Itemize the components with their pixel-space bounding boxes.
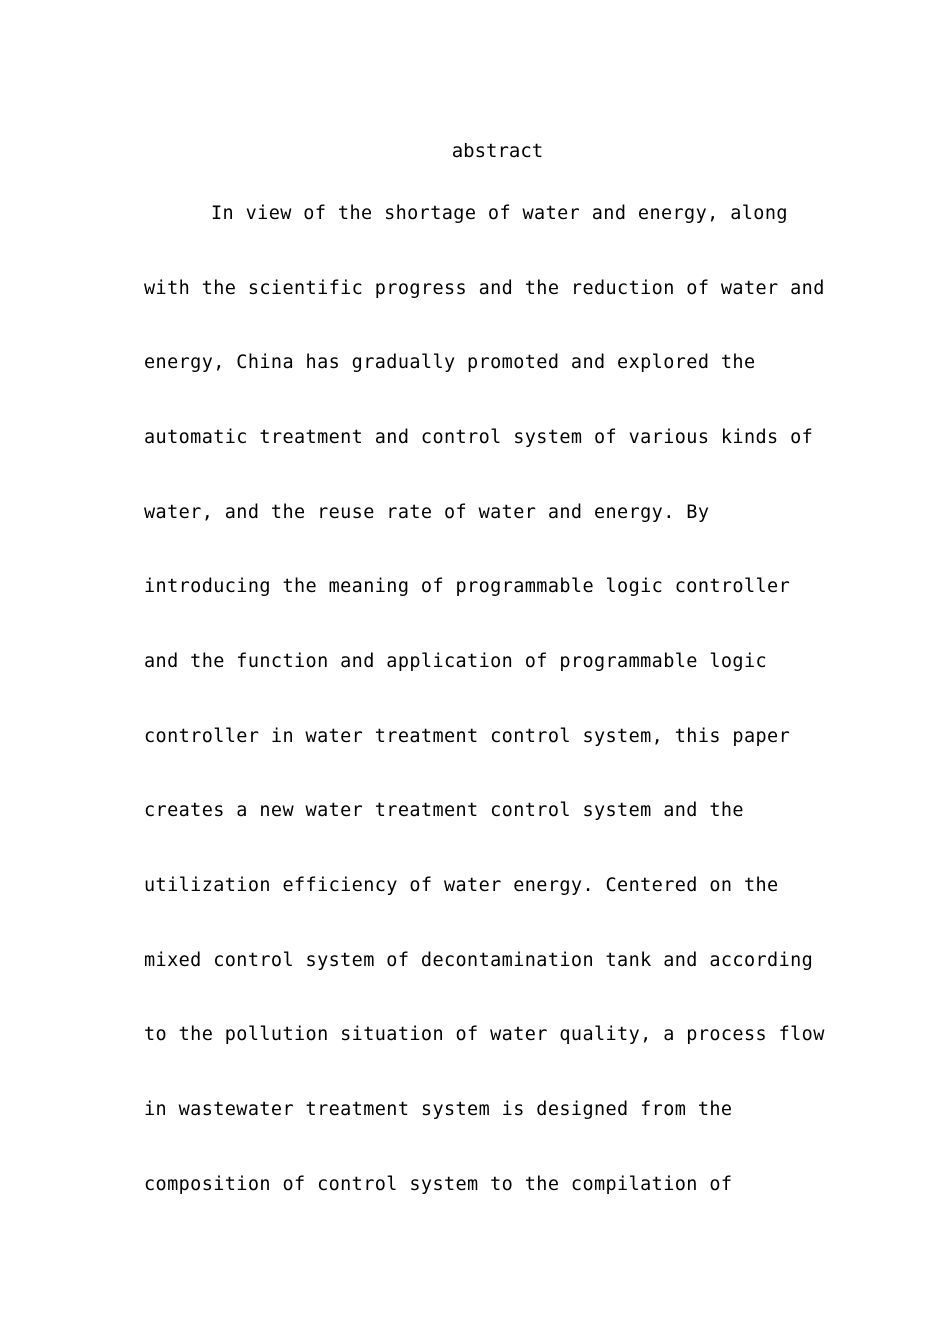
abstract-line: in wastewater treatment system is designed from the [144,1099,733,1120]
abstract-line: to the pollution situation of water quality, a process flow [144,1024,825,1045]
abstract-line: and the function and application of programmable logic [144,651,768,672]
abstract-line: mixed control system of decontamination tank and according [144,950,814,971]
abstract-line: composition of control system to the compilation of [144,1174,733,1195]
abstract-line: with the scientific progress and the reduction of water and [144,278,825,299]
abstract-line: introducing the meaning of programmable logic controller [144,576,791,597]
abstract-line: In view of the shortage of water and energy, along [211,203,788,224]
abstract-line: water, and the reuse rate of water and energy. By [144,502,710,523]
abstract-line: controller in water treatment control system, this paper [144,726,791,747]
abstract-line: creates a new water treatment control system and the [144,800,744,821]
abstract-line: energy, China has gradually promoted and explored the [144,352,756,373]
abstract-heading: abstract [451,140,544,162]
abstract-line: utilization efficiency of water energy. Centered on the [144,875,779,896]
abstract-line: automatic treatment and control system of various kinds of [144,427,814,448]
